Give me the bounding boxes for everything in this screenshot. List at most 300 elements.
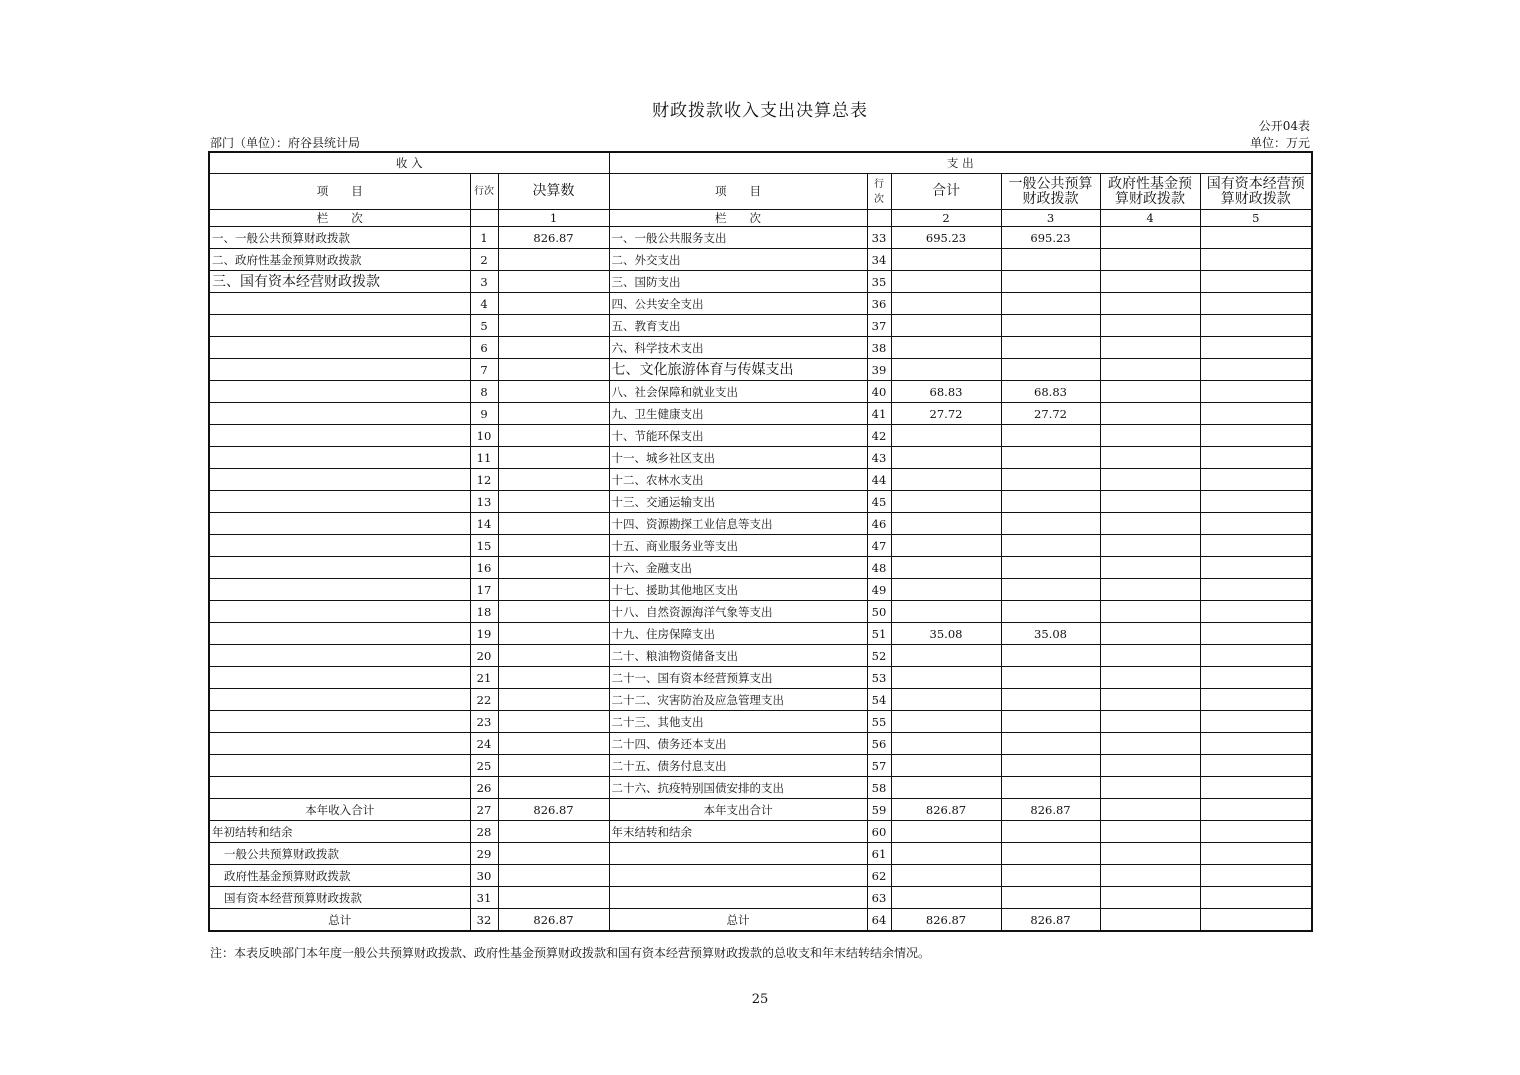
col-index-1: 1 <box>498 210 609 227</box>
expense-total <box>891 601 1001 623</box>
expense-item-header: 项 目 <box>609 174 867 210</box>
table-row <box>209 843 1312 865</box>
income-line-no: 29 <box>470 843 498 865</box>
page-title: 财政拨款收入支出决算总表 <box>652 101 868 121</box>
income-line-no: 31 <box>470 887 498 909</box>
expense-item: 八、社会保障和就业支出 <box>609 381 867 403</box>
expense-line-no: 44 <box>867 469 891 491</box>
income-item <box>209 579 470 601</box>
expense-line-no: 61 <box>867 843 891 865</box>
income-line-no: 27 <box>470 799 498 821</box>
gov-fund-amount <box>1100 579 1200 601</box>
general-budget-amount <box>1001 733 1100 755</box>
table-row <box>209 623 1312 645</box>
expense-line-header: 行次 <box>867 174 891 210</box>
expense-total <box>891 469 1001 491</box>
state-capital-amount <box>1200 579 1312 601</box>
expense-total: 27.72 <box>891 403 1001 425</box>
expense-item: 十一、城乡社区支出 <box>609 447 867 469</box>
table-row <box>209 645 1312 667</box>
state-capital-amount <box>1200 359 1312 381</box>
general-budget-amount <box>1001 359 1100 381</box>
state-capital-header: 国有资本经营预算财政拨款 <box>1200 174 1312 210</box>
income-amount <box>498 469 609 491</box>
income-line-no: 25 <box>470 755 498 777</box>
income-amount <box>498 667 609 689</box>
table-row <box>209 403 1312 425</box>
gov-fund-amount <box>1100 645 1200 667</box>
income-line-no: 19 <box>470 623 498 645</box>
income-item <box>209 535 470 557</box>
expense-total <box>891 821 1001 843</box>
income-item <box>209 623 470 645</box>
table-row <box>209 293 1312 315</box>
state-capital-amount <box>1200 381 1312 403</box>
income-line-no: 13 <box>470 491 498 513</box>
expense-line-no: 49 <box>867 579 891 601</box>
expense-line-no: 38 <box>867 337 891 359</box>
gov-fund-amount <box>1100 469 1200 491</box>
gov-fund-amount <box>1100 909 1200 932</box>
table-row <box>209 491 1312 513</box>
state-capital-amount <box>1200 557 1312 579</box>
general-budget-amount <box>1001 843 1100 865</box>
expense-total: 68.83 <box>891 381 1001 403</box>
table-row <box>209 865 1312 887</box>
income-item: 一般公共预算财政拨款 <box>209 843 470 865</box>
expense-total: 35.08 <box>891 623 1001 645</box>
table-row <box>209 271 1312 293</box>
expense-item <box>609 887 867 909</box>
gov-fund-amount <box>1100 557 1200 579</box>
expense-total <box>891 887 1001 909</box>
expense-item: 九、卫生健康支出 <box>609 403 867 425</box>
income-line-no: 18 <box>470 601 498 623</box>
expense-item: 年末结转和结余 <box>609 821 867 843</box>
footnote: 注：本表反映部门本年度一般公共预算财政拨款、政府性基金预算财政拨款和国有资本经营预算财政拨款的总收支和年末结转结余情况。 <box>210 946 931 960</box>
gov-fund-amount <box>1100 491 1200 513</box>
income-amount <box>498 887 609 909</box>
expense-item: 十五、商业服务业等支出 <box>609 535 867 557</box>
gov-fund-amount <box>1100 865 1200 887</box>
general-budget-amount <box>1001 601 1100 623</box>
income-amount <box>498 821 609 843</box>
expense-item: 六、科学技术支出 <box>609 337 867 359</box>
table-row <box>209 447 1312 469</box>
expense-item <box>609 843 867 865</box>
income-amount <box>498 843 609 865</box>
income-amount <box>498 425 609 447</box>
income-line-no: 1 <box>470 227 498 249</box>
table-row <box>209 557 1312 579</box>
income-item: 政府性基金预算财政拨款 <box>209 865 470 887</box>
expense-item: 五、教育支出 <box>609 315 867 337</box>
income-item <box>209 601 470 623</box>
gov-fund-amount <box>1100 249 1200 271</box>
expense-line-no: 47 <box>867 535 891 557</box>
general-budget-amount <box>1001 557 1100 579</box>
income-line-no: 26 <box>470 777 498 799</box>
table-row <box>209 227 1312 249</box>
income-amount <box>498 513 609 535</box>
income-item <box>209 689 470 711</box>
state-capital-amount <box>1200 821 1312 843</box>
expense-item: 三、国防支出 <box>609 271 867 293</box>
expense-item: 十八、自然资源海洋气象等支出 <box>609 601 867 623</box>
income-amount <box>498 733 609 755</box>
expense-item: 十六、金融支出 <box>609 557 867 579</box>
expense-item: 四、公共安全支出 <box>609 293 867 315</box>
income-amount: 826.87 <box>498 227 609 249</box>
income-amount <box>498 337 609 359</box>
income-item <box>209 667 470 689</box>
income-item <box>209 557 470 579</box>
income-amount <box>498 359 609 381</box>
general-budget-amount <box>1001 711 1100 733</box>
expense-item: 二十五、债务付息支出 <box>609 755 867 777</box>
gov-fund-amount <box>1100 755 1200 777</box>
table-row <box>209 909 1312 932</box>
general-budget-amount <box>1001 689 1100 711</box>
income-amount <box>498 491 609 513</box>
expense-line-no: 64 <box>867 909 891 932</box>
income-amount <box>498 381 609 403</box>
table-row <box>209 733 1312 755</box>
expense-total <box>891 645 1001 667</box>
expense-line-no: 62 <box>867 865 891 887</box>
income-item <box>209 733 470 755</box>
table-row <box>209 381 1312 403</box>
general-budget-amount <box>1001 249 1100 271</box>
state-capital-amount <box>1200 425 1312 447</box>
table-row <box>209 887 1312 909</box>
page-number: 25 <box>751 992 769 1007</box>
income-item <box>209 469 470 491</box>
income-item <box>209 293 470 315</box>
general-budget-amount <box>1001 579 1100 601</box>
expense-line-no: 37 <box>867 315 891 337</box>
col-index-3: 3 <box>1001 210 1100 227</box>
expense-item: 二十四、债务还本支出 <box>609 733 867 755</box>
gov-fund-amount <box>1100 601 1200 623</box>
state-capital-amount <box>1200 799 1312 821</box>
final-amount-header: 决算数 <box>498 174 609 210</box>
expense-line-no: 51 <box>867 623 891 645</box>
expense-total: 826.87 <box>891 799 1001 821</box>
expense-line-no: 63 <box>867 887 891 909</box>
general-budget-amount <box>1001 271 1100 293</box>
expense-line-no: 45 <box>867 491 891 513</box>
income-line-no: 17 <box>470 579 498 601</box>
expense-item: 一、一般公共服务支出 <box>609 227 867 249</box>
general-budget-amount <box>1001 821 1100 843</box>
expense-total <box>891 271 1001 293</box>
gov-fund-amount <box>1100 315 1200 337</box>
state-capital-amount <box>1200 403 1312 425</box>
income-line-no: 6 <box>470 337 498 359</box>
expense-total <box>891 865 1001 887</box>
income-line-no: 14 <box>470 513 498 535</box>
income-item: 本年收入合计 <box>209 799 470 821</box>
expense-line-no: 35 <box>867 271 891 293</box>
state-capital-amount <box>1200 535 1312 557</box>
general-budget-header: 一般公共预算财政拨款 <box>1001 174 1100 210</box>
income-item <box>209 755 470 777</box>
income-item: 国有资本经营预算财政拨款 <box>209 887 470 909</box>
gov-fund-amount <box>1100 821 1200 843</box>
expense-header: 支 出 <box>609 152 1312 174</box>
gov-fund-amount <box>1100 843 1200 865</box>
income-line-no: 11 <box>470 447 498 469</box>
budget-summary-table <box>208 151 1313 932</box>
table-row <box>209 359 1312 381</box>
income-line-header: 行次 <box>470 174 498 210</box>
table-row <box>209 711 1312 733</box>
income-amount <box>498 557 609 579</box>
table-row <box>209 579 1312 601</box>
col-index-5: 5 <box>1200 210 1312 227</box>
table-row <box>209 777 1312 799</box>
income-line-no: 24 <box>470 733 498 755</box>
expense-item: 二十、粮油物资储备支出 <box>609 645 867 667</box>
income-amount <box>498 689 609 711</box>
state-capital-amount <box>1200 689 1312 711</box>
general-budget-amount: 68.83 <box>1001 381 1100 403</box>
income-amount <box>498 645 609 667</box>
expense-total <box>891 491 1001 513</box>
income-line-no: 28 <box>470 821 498 843</box>
state-capital-amount <box>1200 513 1312 535</box>
general-budget-amount: 826.87 <box>1001 799 1100 821</box>
gov-fund-amount <box>1100 887 1200 909</box>
state-capital-amount <box>1200 491 1312 513</box>
state-capital-amount <box>1200 711 1312 733</box>
expense-item: 本年支出合计 <box>609 799 867 821</box>
general-budget-amount <box>1001 777 1100 799</box>
expense-line-no: 59 <box>867 799 891 821</box>
table-row <box>209 249 1312 271</box>
income-item <box>209 491 470 513</box>
income-amount <box>498 315 609 337</box>
expense-total <box>891 843 1001 865</box>
table-row <box>209 535 1312 557</box>
state-capital-amount <box>1200 667 1312 689</box>
general-budget-amount <box>1001 469 1100 491</box>
expense-total <box>891 579 1001 601</box>
expense-item: 二十六、抗疫特别国债安排的支出 <box>609 777 867 799</box>
department-label: 部门（单位）：府谷县统计局 <box>210 136 361 150</box>
income-line-no: 15 <box>470 535 498 557</box>
income-item <box>209 337 470 359</box>
general-budget-amount <box>1001 425 1100 447</box>
expense-total <box>891 447 1001 469</box>
expense-item: 十四、资源勘探工业信息等支出 <box>609 513 867 535</box>
general-budget-amount: 826.87 <box>1001 909 1100 932</box>
expense-item <box>609 865 867 887</box>
income-amount: 826.87 <box>498 799 609 821</box>
gov-fund-amount <box>1100 777 1200 799</box>
table-row <box>209 799 1312 821</box>
expense-line-no: 54 <box>867 689 891 711</box>
form-number: 公开04表 <box>1258 119 1310 133</box>
expense-line-no: 52 <box>867 645 891 667</box>
income-item: 一、一般公共预算财政拨款 <box>209 227 470 249</box>
gov-fund-amount <box>1100 733 1200 755</box>
gov-fund-amount <box>1100 381 1200 403</box>
gov-fund-amount <box>1100 711 1200 733</box>
state-capital-amount <box>1200 601 1312 623</box>
table-row <box>209 755 1312 777</box>
income-line-no: 32 <box>470 909 498 932</box>
income-line-no: 21 <box>470 667 498 689</box>
gov-fund-amount <box>1100 293 1200 315</box>
total-header: 合计 <box>891 174 1001 210</box>
unit-label: 单位：万元 <box>1249 136 1310 150</box>
state-capital-amount <box>1200 733 1312 755</box>
gov-fund-amount <box>1100 667 1200 689</box>
gov-fund-amount <box>1100 403 1200 425</box>
expense-total <box>891 359 1001 381</box>
expense-item: 十三、交通运输支出 <box>609 491 867 513</box>
income-amount <box>498 271 609 293</box>
gov-fund-amount <box>1100 689 1200 711</box>
income-line-no: 22 <box>470 689 498 711</box>
expense-total <box>891 513 1001 535</box>
state-capital-amount <box>1200 843 1312 865</box>
income-line-no: 3 <box>470 271 498 293</box>
expense-line-no: 50 <box>867 601 891 623</box>
expense-total <box>891 733 1001 755</box>
table-row <box>209 821 1312 843</box>
gov-fund-amount <box>1100 623 1200 645</box>
general-budget-amount <box>1001 667 1100 689</box>
income-amount <box>498 755 609 777</box>
state-capital-amount <box>1200 447 1312 469</box>
expense-total: 826.87 <box>891 909 1001 932</box>
income-amount <box>498 249 609 271</box>
income-line-no: 8 <box>470 381 498 403</box>
state-capital-amount <box>1200 293 1312 315</box>
income-item: 三、国有资本经营财政拨款 <box>209 271 470 293</box>
gov-fund-amount <box>1100 337 1200 359</box>
state-capital-amount <box>1200 337 1312 359</box>
gov-fund-amount <box>1100 535 1200 557</box>
state-capital-amount <box>1200 755 1312 777</box>
income-item <box>209 513 470 535</box>
general-budget-amount: 35.08 <box>1001 623 1100 645</box>
expense-item: 十、节能环保支出 <box>609 425 867 447</box>
table-row <box>209 513 1312 535</box>
general-budget-amount <box>1001 293 1100 315</box>
table-row <box>209 337 1312 359</box>
income-amount <box>498 601 609 623</box>
expense-total: 695.23 <box>891 227 1001 249</box>
income-item <box>209 315 470 337</box>
expense-total <box>891 293 1001 315</box>
general-budget-amount <box>1001 491 1100 513</box>
expense-total <box>891 755 1001 777</box>
gov-fund-amount <box>1100 513 1200 535</box>
expense-total <box>891 667 1001 689</box>
general-budget-amount <box>1001 337 1100 359</box>
expense-total <box>891 535 1001 557</box>
expense-line-no: 46 <box>867 513 891 535</box>
expense-line-no: 33 <box>867 227 891 249</box>
income-amount <box>498 865 609 887</box>
expense-line-no: 56 <box>867 733 891 755</box>
expense-item: 二十二、灾害防治及应急管理支出 <box>609 689 867 711</box>
expense-line-no: 41 <box>867 403 891 425</box>
income-line-no: 20 <box>470 645 498 667</box>
general-budget-amount: 27.72 <box>1001 403 1100 425</box>
income-amount <box>498 447 609 469</box>
income-line-no: 9 <box>470 403 498 425</box>
table-row <box>209 315 1312 337</box>
expense-line-no: 57 <box>867 755 891 777</box>
income-item: 二、政府性基金预算财政拨款 <box>209 249 470 271</box>
income-amount <box>498 535 609 557</box>
expense-total <box>891 249 1001 271</box>
expense-item: 二十三、其他支出 <box>609 711 867 733</box>
state-capital-amount <box>1200 887 1312 909</box>
income-item <box>209 645 470 667</box>
general-budget-amount <box>1001 755 1100 777</box>
table-row <box>209 469 1312 491</box>
income-header: 收 入 <box>209 152 609 174</box>
gov-fund-amount <box>1100 425 1200 447</box>
table-row <box>209 601 1312 623</box>
income-line-no: 4 <box>470 293 498 315</box>
expense-item: 二十一、国有资本经营预算支出 <box>609 667 867 689</box>
expense-line-no: 34 <box>867 249 891 271</box>
general-budget-amount <box>1001 865 1100 887</box>
income-amount <box>498 579 609 601</box>
table-row <box>209 425 1312 447</box>
expense-total <box>891 315 1001 337</box>
income-item <box>209 777 470 799</box>
expense-total <box>891 425 1001 447</box>
gov-fund-amount <box>1100 359 1200 381</box>
expense-item: 十九、住房保障支出 <box>609 623 867 645</box>
expense-line-no: 58 <box>867 777 891 799</box>
state-capital-amount <box>1200 249 1312 271</box>
expense-line-no: 60 <box>867 821 891 843</box>
income-line-no: 16 <box>470 557 498 579</box>
col-label-income: 栏 次 <box>209 210 470 227</box>
gov-fund-header: 政府性基金预算财政拨款 <box>1100 174 1200 210</box>
income-line-no: 10 <box>470 425 498 447</box>
expense-item: 十七、援助其他地区支出 <box>609 579 867 601</box>
income-item-header: 项 目 <box>209 174 470 210</box>
expense-item: 十二、农林水支出 <box>609 469 867 491</box>
state-capital-amount <box>1200 645 1312 667</box>
expense-line-no: 42 <box>867 425 891 447</box>
general-budget-amount <box>1001 447 1100 469</box>
income-amount <box>498 623 609 645</box>
gov-fund-amount <box>1100 447 1200 469</box>
state-capital-amount <box>1200 227 1312 249</box>
state-capital-amount <box>1200 271 1312 293</box>
expense-line-no: 53 <box>867 667 891 689</box>
state-capital-amount <box>1200 469 1312 491</box>
gov-fund-amount <box>1100 271 1200 293</box>
income-line-no: 2 <box>470 249 498 271</box>
expense-total <box>891 777 1001 799</box>
state-capital-amount <box>1200 865 1312 887</box>
income-line-no: 7 <box>470 359 498 381</box>
income-line-no: 5 <box>470 315 498 337</box>
col-label-expense: 栏 次 <box>609 210 867 227</box>
